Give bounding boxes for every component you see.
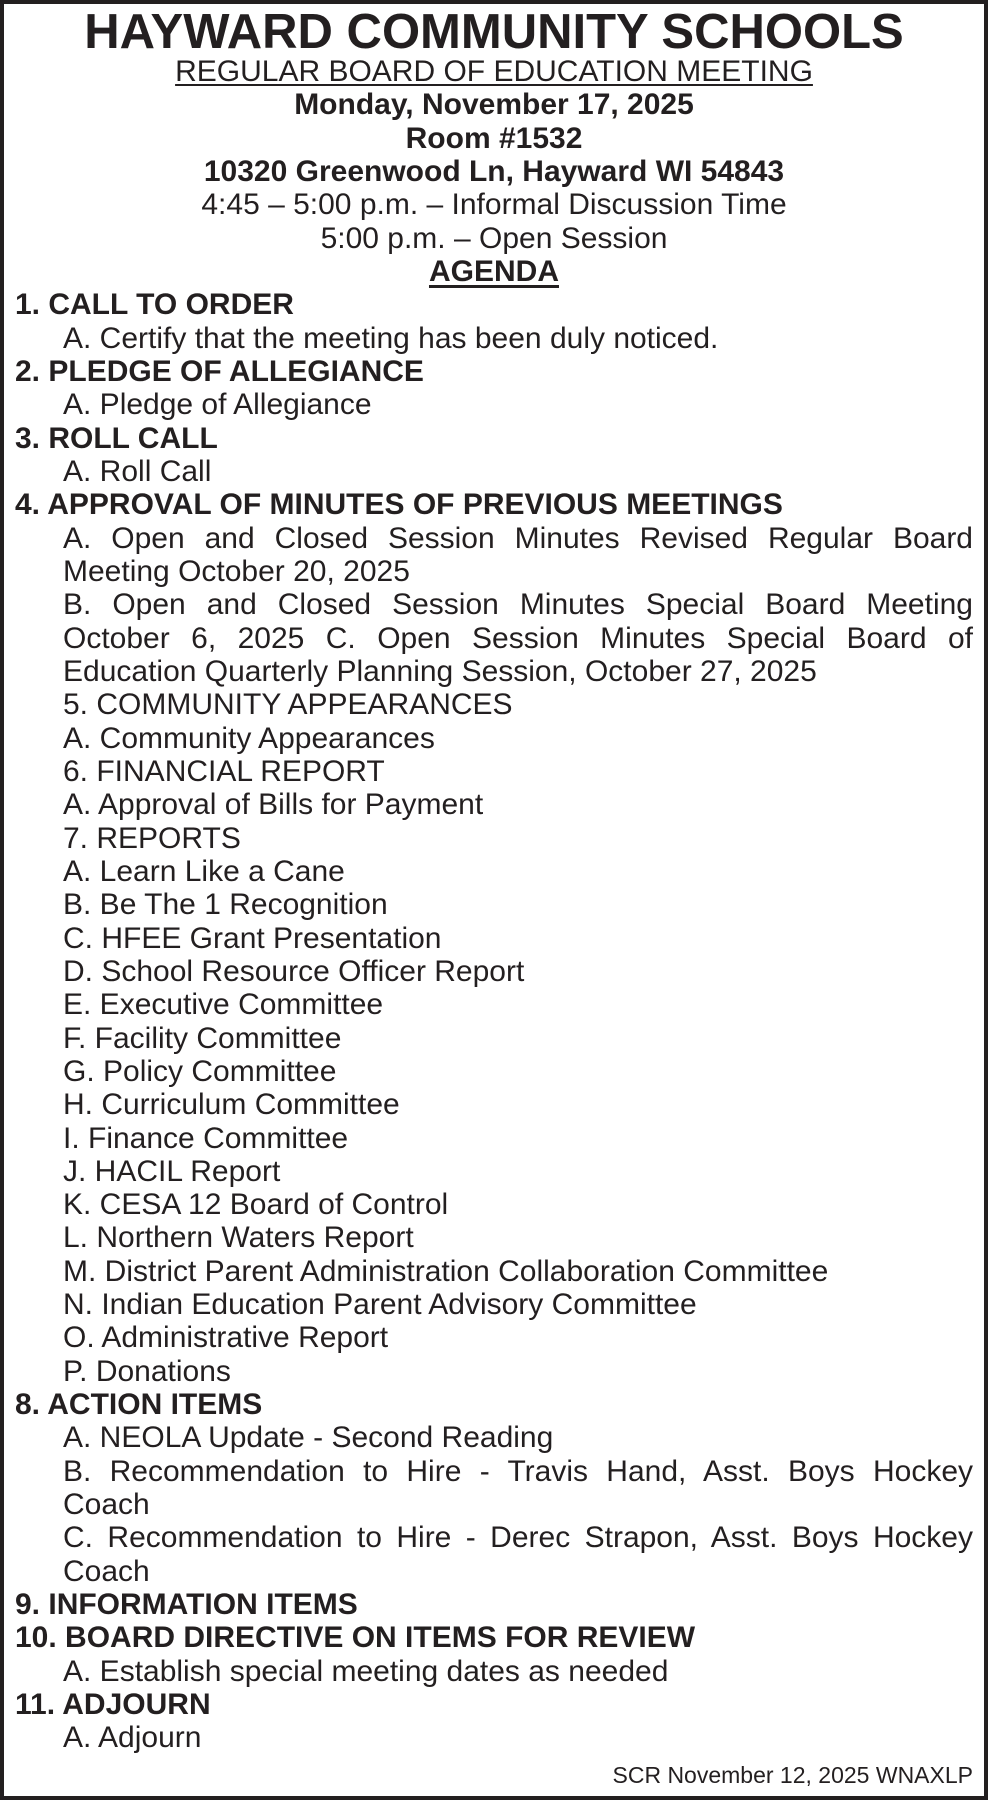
- section-title: 10. BOARD DIRECTIVE ON ITEMS FOR REVIEW: [15, 1621, 696, 1655]
- agenda-item: J. HACIL Report: [63, 1154, 281, 1188]
- agenda-item: A. Approval of Bills for Payment: [63, 788, 484, 822]
- org-name: HAYWARD COMMUNITY SCHOOLS: [84, 5, 904, 59]
- meeting-room: Room #1532: [405, 121, 583, 155]
- agenda-section: [15, 1588, 973, 1621]
- agenda-item: H. Curriculum Committee: [63, 1088, 400, 1122]
- agenda-list: [15, 288, 973, 1754]
- agenda-heading: [15, 255, 973, 288]
- agenda-section: [15, 1688, 973, 1755]
- agenda-item: A. Adjourn: [63, 1721, 202, 1755]
- meeting-date: Monday, November 17, 2025: [294, 88, 694, 122]
- agenda-item: F. Facility Committee: [63, 1021, 342, 1055]
- agenda-item: 5. COMMUNITY APPEARANCES: [63, 688, 513, 722]
- open-session-time: 5:00 p.m. – Open Session: [320, 221, 668, 255]
- agenda-item: G. Policy Committee: [63, 1054, 337, 1088]
- agenda-section: [15, 355, 973, 422]
- section-title: 9. INFORMATION ITEMS: [15, 1588, 358, 1622]
- agenda-item: A. Establish special meeting dates as needed: [63, 1654, 669, 1688]
- agenda-item: C. Recommendation to Hire - Derec Strapon, Asst. Boys Hockey Coach: [63, 1521, 973, 1588]
- agenda-item: A. Roll Call: [63, 454, 212, 488]
- agenda-item: A. Pledge of Allegiance: [63, 388, 372, 422]
- section-title: 8. ACTION ITEMS: [15, 1388, 263, 1422]
- agenda-item: B. Open and Closed Session Minutes Special Board Meeting October 6, 2025 C. Open Session Minutes Special Board of Education Quarterly Planning Session, October 27, 2025: [63, 588, 973, 688]
- agenda-item: C. HFEE Grant Presentation: [63, 921, 442, 955]
- informal-discussion-time: 4:45 – 5:00 p.m. – Informal Discussion Time: [201, 188, 787, 222]
- meeting-type-text: REGULAR BOARD OF EDUCATION MEETING: [175, 55, 813, 88]
- agenda-item: I. Finance Committee: [63, 1121, 349, 1155]
- agenda-item: N. Indian Education Parent Advisory Committee: [63, 1288, 697, 1322]
- agenda-item: L. Northern Waters Report: [63, 1221, 414, 1255]
- section-title: 11. ADJOURN: [15, 1688, 211, 1722]
- agenda-item: M. District Parent Administration Collaboration Committee: [63, 1254, 829, 1288]
- agenda-item: E. Executive Committee: [63, 988, 384, 1022]
- agenda-heading-text: AGENDA: [428, 254, 559, 288]
- section-title: 3. ROLL CALL: [15, 421, 218, 455]
- agenda-item: A. Certify that the meeting has been duly noticed.: [63, 321, 719, 355]
- agenda-item: K. CESA 12 Board of Control: [63, 1188, 449, 1222]
- agenda-item: A. NEOLA Update - Second Reading: [63, 1421, 554, 1455]
- agenda-section: [15, 1621, 973, 1688]
- meeting-type: [15, 55, 973, 88]
- agenda-item: P. Donations: [63, 1354, 231, 1388]
- agenda-item: D. School Resource Officer Report: [63, 954, 525, 988]
- agenda-item: O. Administrative Report: [63, 1321, 389, 1355]
- agenda-item: B. Recommendation to Hire - Travis Hand, Asst. Boys Hockey Coach: [63, 1454, 973, 1522]
- agenda-section: [15, 1388, 973, 1588]
- agenda-item: B. Be The 1 Recognition: [63, 888, 388, 922]
- agenda-item: A. Open and Closed Session Minutes Revised Regular Board Meeting October 20, 2025: [63, 521, 973, 588]
- publication-line: SCR November 12, 2025 WNAXLP: [612, 1761, 973, 1788]
- section-title: 2. PLEDGE OF ALLEGIANCE: [15, 354, 424, 388]
- meeting-address: 10320 Greenwood Ln, Hayward WI 54843: [203, 154, 785, 188]
- agenda-item: 6. FINANCIAL REPORT: [63, 754, 385, 788]
- agenda-item: A. Learn Like a Cane: [63, 854, 345, 888]
- agenda-section: [15, 422, 973, 489]
- agenda-item: 7. REPORTS: [63, 821, 241, 855]
- agenda-section: [15, 288, 973, 355]
- agenda-section: [15, 488, 973, 1388]
- section-title: 1. CALL TO ORDER: [15, 288, 294, 322]
- agenda-item: A. Community Appearances: [63, 721, 435, 755]
- section-title: 4. APPROVAL OF MINUTES OF PREVIOUS MEETINGS: [15, 488, 783, 522]
